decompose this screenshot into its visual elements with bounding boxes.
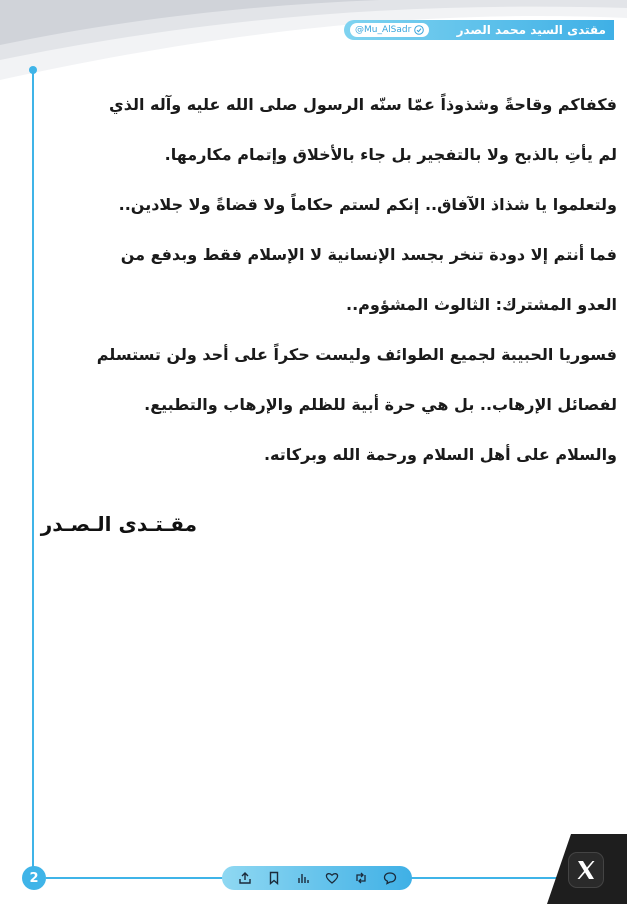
share-icon[interactable] bbox=[238, 871, 252, 885]
body-line: العدو المشترك: الثالوث المشؤوم.. bbox=[346, 295, 617, 314]
header-swoosh-decoration bbox=[0, 0, 627, 80]
body-line: فكفاكم وقاحةً وشذوذاً عمّا سنّه الرسول صلى الله عليه وآله الذي bbox=[109, 95, 617, 114]
x-logo-icon bbox=[569, 853, 603, 887]
body-line: لفصائل الإرهاب.. بل هي حرة أبية للظلم والإرهاب والتطبيع. bbox=[144, 395, 617, 414]
body-line: لم يأتِ بالذبح ولا بالتفجير بل جاء بالأخلاق وإتمام مكارمها. bbox=[164, 145, 617, 164]
left-vertical-rule bbox=[32, 70, 34, 870]
account-name: مقتدى السيد محمد الصدر bbox=[456, 23, 606, 37]
body-line: فما أنتم إلا دودة تنخر بجسد الإنسانية لا الإسلام فقط وبدفع من bbox=[120, 245, 617, 264]
body-line: والسلام على أهل السلام ورحمة الله وبركاته. bbox=[263, 445, 617, 464]
signature: مقـتـدى الـصـدر bbox=[40, 512, 197, 536]
account-handle: @Mu_AlSadr bbox=[355, 25, 412, 35]
body-line: ولتعلموا يا شذاذ الآفاق.. إنكم لستم حكاماً ولا قضاةً ولا جلادين.. bbox=[118, 195, 617, 214]
tweet-action-bar bbox=[222, 866, 412, 890]
statement-body bbox=[56, 90, 617, 490]
stats-icon[interactable] bbox=[296, 871, 310, 885]
body-line: فسوريا الحبيبة لجميع الطوائف وليست حكراً على أحد ولن تستسلم bbox=[96, 345, 617, 364]
x-glyph-icon bbox=[575, 859, 597, 881]
verified-icon bbox=[414, 25, 424, 35]
account-header-banner bbox=[344, 20, 614, 40]
bookmark-icon[interactable] bbox=[267, 871, 281, 885]
account-handle-pill[interactable] bbox=[350, 23, 429, 37]
reply-icon[interactable] bbox=[383, 871, 397, 885]
retweet-icon[interactable] bbox=[354, 871, 368, 885]
page-number-badge: 2 bbox=[22, 866, 46, 890]
like-icon[interactable] bbox=[325, 871, 339, 885]
